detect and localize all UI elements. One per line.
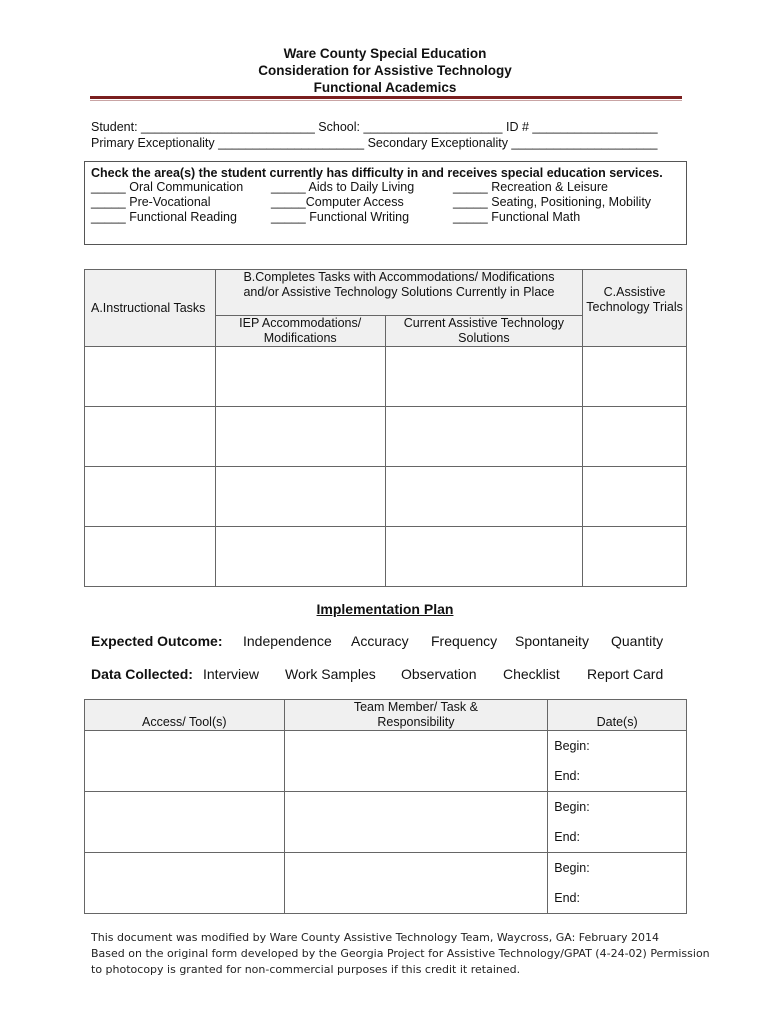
task-cell[interactable] bbox=[215, 347, 385, 407]
begin-label: Begin: bbox=[554, 800, 590, 814]
implementation-plan-title: Implementation Plan bbox=[316, 601, 454, 617]
exceptionality-line[interactable]: Primary Exceptionality _____________________ Secondary Exceptionality _____________________ bbox=[91, 136, 658, 150]
task-cell[interactable] bbox=[85, 407, 216, 467]
expected-outcome-label: Expected Outcome: bbox=[91, 633, 223, 649]
access-tool-cell[interactable] bbox=[85, 853, 285, 914]
area-option-oral-communication[interactable]: _____ Oral Communication bbox=[91, 180, 244, 194]
task-cell[interactable] bbox=[215, 527, 385, 587]
begin-label: Begin: bbox=[554, 861, 590, 875]
area-option-functional-writing[interactable]: _____ Functional Writing bbox=[271, 210, 410, 224]
area-option-recreation[interactable]: _____ Recreation & Leisure bbox=[453, 180, 608, 194]
data-observation[interactable]: Observation bbox=[401, 666, 477, 682]
team-member-cell[interactable] bbox=[284, 853, 548, 914]
footer-line-1: This document was modified by Ware County Assistive Technology Team, Waycross, GA: February 2014 bbox=[91, 931, 660, 944]
data-checklist[interactable]: Checklist bbox=[503, 666, 560, 682]
areas-checklist-box bbox=[84, 161, 687, 245]
implementation-plan-table bbox=[84, 699, 687, 914]
task-cell[interactable] bbox=[215, 467, 385, 527]
task-cell[interactable] bbox=[583, 407, 687, 467]
area-option-computer-access[interactable]: _____Computer Access bbox=[271, 195, 404, 209]
instructional-tasks-table bbox=[84, 269, 687, 587]
col-header-at-trials: C.Assistive Technology Trials bbox=[583, 270, 687, 347]
data-report-card[interactable]: Report Card bbox=[587, 666, 664, 682]
student-info-line[interactable]: Student: _________________________ School: ____________________ ID # __________________ bbox=[91, 120, 658, 134]
team-member-cell[interactable] bbox=[284, 731, 548, 792]
footer-line-2: Based on the original form developed by the Georgia Project for Assistive Technology/GPAT (4-24-02) Permission bbox=[91, 947, 710, 960]
col-header-iep-accommodations: IEP Accommodations/ Modifications bbox=[215, 316, 385, 347]
area-option-functional-math[interactable]: _____ Functional Math bbox=[453, 210, 581, 224]
dates-cell[interactable] bbox=[548, 731, 687, 792]
task-cell[interactable] bbox=[583, 527, 687, 587]
header-divider-thin bbox=[90, 100, 682, 101]
data-collected-label: Data Collected: bbox=[91, 666, 193, 682]
task-cell[interactable] bbox=[215, 407, 385, 467]
data-work-samples[interactable]: Work Samples bbox=[285, 666, 376, 682]
col-header-current-at: Current Assistive Technology Solutions bbox=[385, 316, 583, 347]
area-option-seating[interactable]: _____ Seating, Positioning, Mobility bbox=[453, 195, 652, 209]
begin-label: Begin: bbox=[554, 739, 590, 753]
form-title-line1: Ware County Special Education bbox=[283, 46, 487, 61]
col-header-dates: Date(s) bbox=[548, 700, 687, 731]
col-header-accommodations: B.Completes Tasks with Accommodations/ Modifications and/or Assistive Technology Solutions Currently in Place bbox=[215, 270, 582, 316]
team-member-cell[interactable] bbox=[284, 792, 548, 853]
col-header-access-tools: Access/ Tool(s) bbox=[85, 700, 285, 731]
end-label: End: bbox=[554, 830, 580, 844]
area-option-daily-living[interactable]: _____ Aids to Daily Living bbox=[271, 180, 415, 194]
task-cell[interactable] bbox=[85, 347, 216, 407]
footer-credit bbox=[91, 930, 710, 978]
area-option-pre-vocational[interactable]: _____ Pre-Vocational bbox=[91, 195, 211, 209]
header-divider bbox=[90, 96, 682, 99]
col-header-team-member: Team Member/ Task & Responsibility bbox=[284, 700, 548, 731]
task-cell[interactable] bbox=[583, 347, 687, 407]
form-title-line2: Consideration for Assistive Technology bbox=[258, 63, 512, 78]
task-cell[interactable] bbox=[385, 347, 583, 407]
outcome-frequency[interactable]: Frequency bbox=[431, 633, 498, 649]
access-tool-cell[interactable] bbox=[85, 731, 285, 792]
task-cell[interactable] bbox=[85, 527, 216, 587]
task-cell[interactable] bbox=[385, 467, 583, 527]
end-label: End: bbox=[554, 769, 580, 783]
dates-cell[interactable] bbox=[548, 792, 687, 853]
task-cell[interactable] bbox=[385, 407, 583, 467]
outcome-independence[interactable]: Independence bbox=[243, 633, 332, 649]
end-label: End: bbox=[554, 891, 580, 905]
outcome-spontaneity[interactable]: Spontaneity bbox=[515, 633, 589, 649]
task-cell[interactable] bbox=[85, 467, 216, 527]
task-cell[interactable] bbox=[583, 467, 687, 527]
areas-heading: Check the area(s) the student currently has difficulty in and receives special education services. bbox=[91, 166, 663, 180]
form-title-line3: Functional Academics bbox=[313, 80, 457, 95]
dates-cell[interactable] bbox=[548, 853, 687, 914]
outcome-accuracy[interactable]: Accuracy bbox=[351, 633, 409, 649]
data-interview[interactable]: Interview bbox=[203, 666, 260, 682]
outcome-quantity[interactable]: Quantity bbox=[611, 633, 664, 649]
task-cell[interactable] bbox=[385, 527, 583, 587]
access-tool-cell[interactable] bbox=[85, 792, 285, 853]
area-option-functional-reading[interactable]: _____ Functional Reading bbox=[91, 210, 237, 224]
footer-line-3: to photocopy is granted for non-commercial purposes if this credit it retained. bbox=[91, 963, 521, 976]
col-header-instructional-tasks: A.Instructional Tasks bbox=[85, 270, 216, 347]
